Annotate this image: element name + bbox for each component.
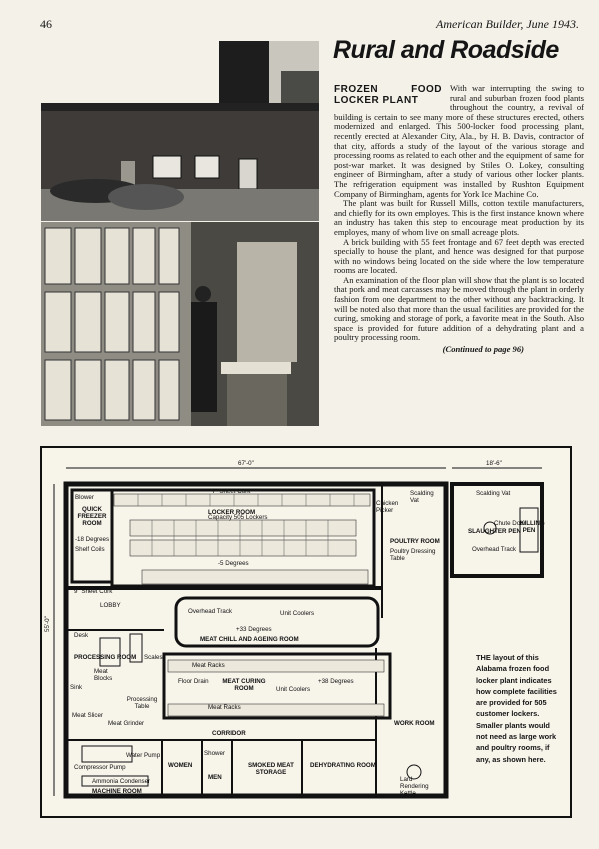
label-meat-slicer: Meat Slicer (72, 712, 103, 719)
label-lard-rendering: Lard Rendering Kettle (400, 776, 429, 797)
page-number: 46 (40, 17, 52, 31)
label-ammonia-condenser: Ammonia Condenser (92, 778, 151, 785)
article-paragraph: An examination of the floor plan will show that the plant is so located that pork and meat carcasses may be moved through the plant in orderly fashion from one department to the other without any backtracking. It will be noted also that more than the usual facilities are provided for the curing, smoking and storage of pork, a favorite meat in the South. Also space is provided for future addition of a dehydrating plant and a poultry processing room. (334, 274, 584, 343)
label-shelf-coils: Shelf Coils (75, 546, 105, 553)
article-paragraph: A brick building with 55 feet frontage and 67 feet depth was erected specially to house the plant, and hence was designed for that purpose with no windows being located on the side where the low temperature rooms are located. (334, 236, 584, 276)
label-corridor: CORRIDOR (212, 730, 246, 737)
label-blower: Blower (75, 494, 94, 501)
label-processing-room: PROCESSING ROOM (74, 654, 137, 661)
label-scalding-vat: Scalding Vat (410, 490, 434, 504)
label-unit-coolers: Unit Coolers (280, 610, 315, 617)
label-processing-table: Processing Table (126, 696, 158, 710)
label-slaughter-pen: SLAUGHTER PEN (468, 528, 521, 535)
label-compressor-pump: Compressor Pump (74, 764, 126, 771)
label-smoked-meat: SMOKED MEAT STORAGE (248, 762, 294, 776)
label-scales: Scales (144, 654, 163, 661)
article-body (334, 84, 584, 355)
label-sheet-cork-9: 9" Sheet Cork (74, 588, 113, 595)
label-chute-door: Chute Door (494, 520, 526, 527)
label-meat-racks-2: Meat Racks (208, 704, 241, 711)
label-sink: Sink (70, 684, 83, 691)
label-unit-coolers-2: Unit Coolers (276, 686, 311, 693)
photo-locker-interior (41, 222, 319, 426)
label-meat-curing: MEAT CURING ROOM (222, 678, 266, 692)
label-machine-room: MACHINE ROOM (92, 788, 142, 795)
label-capacity: Capacity 505 Lockers (208, 514, 268, 521)
label-meat-chill: MEAT CHILL AND AGEING ROOM (200, 636, 299, 643)
label-sheet-cork-7: 7" Sheet Cork (212, 488, 251, 495)
dimension-side: 55'-0" (44, 616, 51, 632)
photo-building-exterior (41, 41, 319, 221)
label-chicken-picker: Chicken Picker (376, 500, 399, 514)
label-minus18: -18 Degrees (75, 536, 110, 543)
label-men: MEN (208, 774, 222, 781)
article-paragraph: The plant was built for Russell Mills, cotton textile manufacturers, and chiefly for its own employes. This is the first instance known where an industry has taken this step to encourage meat production by its employes, many of whom live on small acreage plots. (334, 198, 584, 237)
label-dehydrating-room: DEHYDRATING ROOM (310, 762, 376, 769)
continued-note: (Continued to page 96) (442, 344, 524, 355)
label-minus5: -5 Degrees (218, 560, 249, 567)
label-women: WOMEN (168, 762, 193, 769)
dimension-top: 67'-0" (238, 460, 254, 467)
label-desk: Desk (74, 632, 89, 639)
building-exterior-illustration (41, 41, 319, 221)
running-head: American Builder, June 1943. (436, 17, 579, 31)
label-quick-freezer: QUICK FREEZER ROOM (77, 506, 107, 527)
label-poultry-dressing: Poultry Dressing Table (390, 548, 436, 562)
label-plus38: +38 Degrees (318, 678, 354, 685)
label-meat-grinder: Meat Grinder (108, 720, 145, 727)
article-paragraph: With war interrupting the swing to rural and suburban frozen food plants throughout the country, a revival of building is certain to see many more of these structures erected, others modernized and enlarged. This 500-locker food processing plant, recently erected at Alexander City, Ala., by H. B. Davis, contractor of that city, affords a study of the layout of the various storage and processing rooms as related to each other and the equipment of same for post-war market. It was designed by Stiles O. Lokey, consulting engineer of Birmingham, after a study of various other locker plants. The refrigeration equipment was installed by Rushton Equipment Company of Birmingham, agents for York Ice Machine Co. (334, 83, 584, 199)
label-lobby: LOBBY (100, 602, 121, 609)
plan-caption: THE layout of this Alabama frozen food locker plant indicates how complete facilities are provided for 505 customer lockers. Smaller plants would not need as large work and poultry rooms, if any, as shown here. (476, 653, 557, 764)
locker-interior-illustration (41, 222, 319, 426)
label-work-room: WORK ROOM (394, 720, 435, 727)
label-floor-drain: Floor Drain (178, 678, 209, 685)
article-headline: FROZEN FOOD LOCKER PLANT (334, 84, 442, 106)
section-title: Rural and Roadside (333, 36, 559, 64)
label-poultry-room: POULTRY ROOM (390, 538, 440, 545)
label-scalding-vat-2: Scalding Vat (476, 490, 511, 497)
label-killing-pen: KILLING PEN (520, 520, 545, 534)
label-plus33: +33 Degrees (236, 626, 272, 633)
label-overhead-track: Overhead Track (188, 608, 233, 615)
label-water-pump: Water Pump (126, 752, 161, 759)
label-meat-racks: Meat Racks (192, 662, 225, 669)
label-overhead-track-2: Overhead Track (472, 546, 517, 553)
label-locker-room: LOCKER ROOM (208, 509, 256, 516)
dimension-right: 18'-6" (486, 460, 502, 467)
label-shower: Shower (204, 750, 225, 757)
label-meat-blocks: Meat Blocks (94, 668, 113, 682)
